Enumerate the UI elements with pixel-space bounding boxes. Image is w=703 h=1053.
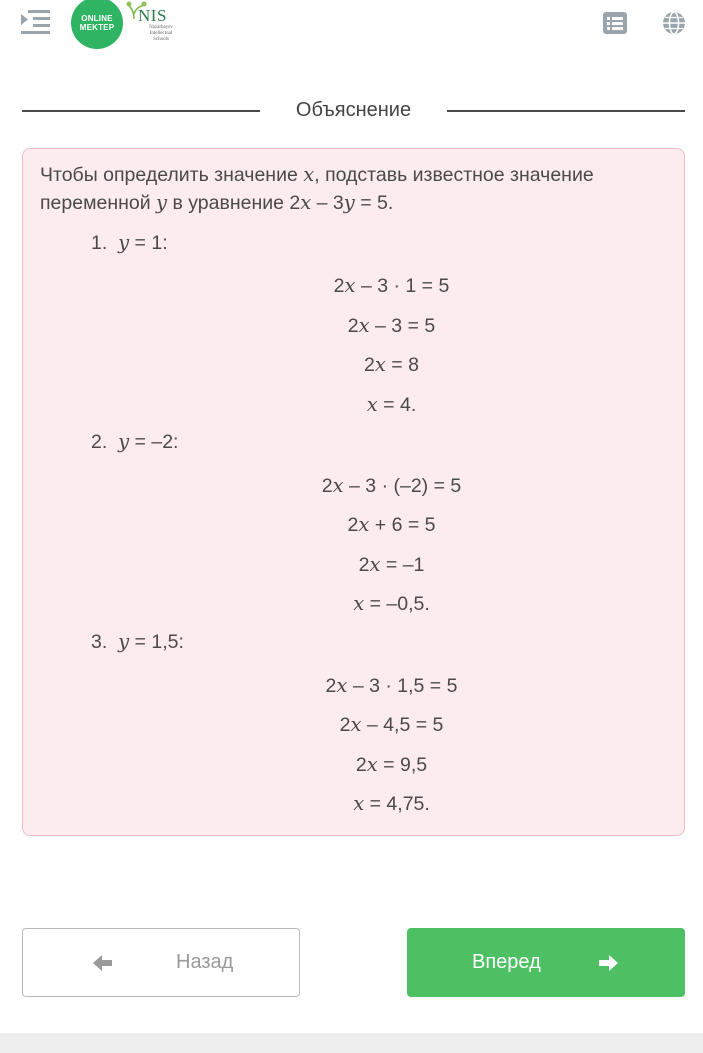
math-var-x: x bbox=[353, 592, 365, 615]
eq-pre: 2 bbox=[364, 354, 375, 376]
nis-subtitle bbox=[136, 25, 186, 43]
math-var-x: x bbox=[366, 753, 378, 776]
intro-text-2: , подставь известное значение переменной bbox=[40, 164, 594, 214]
intro-text-1: Чтобы определить значение bbox=[40, 164, 304, 186]
arrow-left-icon bbox=[91, 951, 115, 975]
globe-icon bbox=[661, 10, 687, 36]
list-icon bbox=[602, 10, 628, 36]
language-button[interactable] bbox=[661, 10, 687, 36]
case-number: 3. bbox=[91, 631, 108, 653]
equation-line bbox=[23, 712, 703, 738]
eq-post: = 4,75. bbox=[364, 793, 430, 815]
equation-line bbox=[23, 352, 703, 378]
eq-post: = 4. bbox=[377, 394, 417, 416]
intro-text-5: = 5. bbox=[354, 192, 394, 214]
case-value: = 1,5: bbox=[129, 631, 184, 653]
case-1-heading bbox=[91, 230, 168, 256]
equation-line bbox=[23, 512, 703, 538]
eq-post: = –1 bbox=[380, 554, 425, 576]
equation-line bbox=[23, 791, 703, 817]
intro-text-3: в уравнение 2 bbox=[167, 192, 301, 214]
eq-post: = 9,5 bbox=[377, 754, 428, 776]
case-value: = 1: bbox=[129, 232, 168, 254]
case-number: 2. bbox=[91, 431, 108, 453]
equation-line bbox=[23, 392, 703, 418]
case-number: 1. bbox=[91, 232, 108, 254]
eq-pre: 2 bbox=[347, 315, 359, 337]
equation-line bbox=[23, 552, 703, 578]
math-var-x: x bbox=[300, 191, 312, 214]
menu-toggle-button[interactable] bbox=[18, 4, 52, 38]
next-button[interactable] bbox=[407, 928, 685, 997]
bottom-bar bbox=[0, 1033, 703, 1053]
eq-post: – 4,5 = 5 bbox=[361, 714, 444, 736]
menu-icon bbox=[18, 4, 52, 38]
math-var-x: x bbox=[344, 274, 356, 297]
eq-post: – 3 · 1,5 = 5 bbox=[347, 675, 458, 697]
case-2-heading bbox=[91, 429, 178, 455]
explanation-intro bbox=[40, 161, 670, 217]
eq-pre: 2 bbox=[321, 475, 333, 497]
math-var-y: y bbox=[118, 231, 130, 254]
math-var-x: x bbox=[332, 474, 344, 497]
equation-line bbox=[23, 473, 703, 499]
back-button[interactable] bbox=[22, 928, 300, 997]
nis-letters: NIS bbox=[138, 6, 167, 25]
next-button-label: Вперед bbox=[472, 951, 541, 973]
divider-right bbox=[447, 110, 685, 112]
equation-line bbox=[23, 673, 703, 699]
logo-mektep-text: MEKTEP bbox=[79, 23, 115, 32]
arrow-right-icon bbox=[596, 951, 620, 975]
divider-left bbox=[22, 110, 260, 112]
math-var-x: x bbox=[369, 553, 381, 576]
math-var-x: x bbox=[374, 353, 386, 376]
eq-post: – 3 = 5 bbox=[369, 315, 436, 337]
eq-pre: 2 bbox=[358, 554, 370, 576]
math-var-x: x bbox=[366, 393, 378, 416]
math-var-x: x bbox=[336, 674, 348, 697]
explanation-box bbox=[22, 148, 685, 836]
online-mektep-logo[interactable] bbox=[71, 0, 123, 49]
equation-line bbox=[23, 273, 703, 299]
math-var-y: y bbox=[118, 430, 130, 453]
nis-sub-line-2: Intellectual bbox=[149, 31, 173, 36]
equation-line bbox=[23, 313, 703, 339]
eq-post: – 3 · 1 = 5 bbox=[355, 275, 450, 297]
math-var-x: x bbox=[303, 163, 315, 186]
equation-line bbox=[23, 591, 703, 617]
logo-online-text: ONLINE bbox=[81, 14, 113, 23]
eq-post: = 8 bbox=[385, 354, 419, 376]
section-title: Объяснение bbox=[295, 99, 412, 121]
nis-logo bbox=[126, 0, 186, 48]
math-var-x: x bbox=[358, 314, 370, 337]
eq-post: – 3 · (–2) = 5 bbox=[343, 475, 462, 497]
eq-post: = –0,5. bbox=[364, 593, 430, 615]
math-var-y: y bbox=[343, 191, 355, 214]
nis-sub-line-3: Schools bbox=[153, 37, 169, 42]
case-3-heading bbox=[91, 629, 184, 655]
eq-post: + 6 = 5 bbox=[369, 514, 436, 536]
nis-sub-line-1: Nazarbayev bbox=[149, 25, 173, 30]
equation-line bbox=[23, 752, 703, 778]
math-var-y: y bbox=[118, 630, 130, 653]
math-var-x: x bbox=[358, 513, 370, 536]
math-var-x: x bbox=[350, 713, 362, 736]
back-button-label: Назад bbox=[176, 951, 234, 973]
case-value: = –2: bbox=[129, 431, 179, 453]
eq-pre: 2 bbox=[347, 514, 359, 536]
math-var-x: x bbox=[353, 792, 365, 815]
list-button[interactable] bbox=[602, 10, 628, 36]
intro-text-4: – 3 bbox=[311, 192, 344, 214]
eq-pre: 2 bbox=[325, 675, 337, 697]
eq-pre: 2 bbox=[333, 275, 345, 297]
eq-pre: 2 bbox=[339, 714, 351, 736]
math-var-y: y bbox=[156, 191, 168, 214]
eq-pre: 2 bbox=[355, 754, 367, 776]
